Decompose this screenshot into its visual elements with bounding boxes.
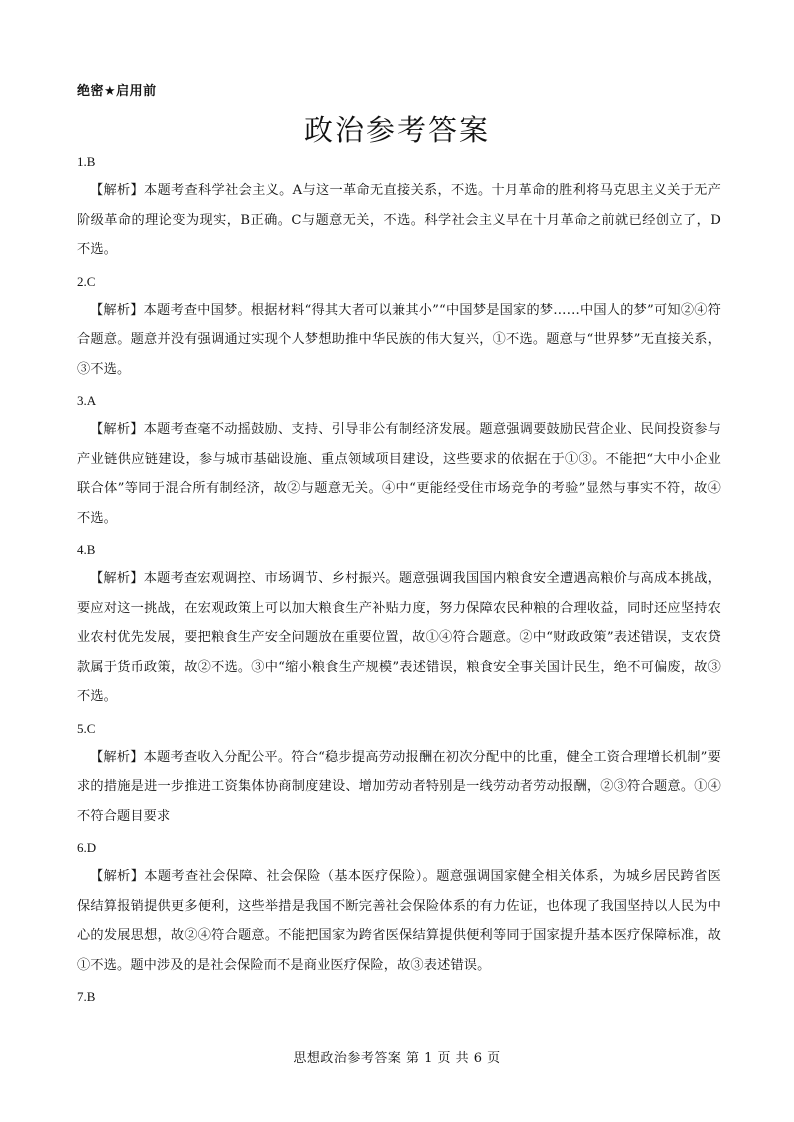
answer-key: 7.B bbox=[77, 989, 96, 1004]
confidential-label: 绝密★启用前 bbox=[77, 84, 157, 99]
analysis-text: 【解析】本题考查中国梦。根据材料“得其大者可以兼其小”“中国梦是国家的梦……中国人的梦”可知②④符合题意。题意并没有强调通过实现个人梦想助推中华民族的伟大复兴，①不选。题意与“世界梦”无直接关系，③不选。 bbox=[77, 302, 721, 377]
answer-key: 6.D bbox=[77, 840, 97, 855]
question-item-5 bbox=[77, 715, 721, 832]
answer-key: 4.B bbox=[77, 542, 96, 557]
page-footer: 思想政治参考答案 第 1 页 共 6 页 bbox=[293, 1051, 501, 1066]
answer-key: 5.C bbox=[77, 720, 96, 736]
analysis-text: 【解析】本题考查毫不动摇鼓励、支持、引导非公有制经济发展。题意强调要鼓励民营企业、民间投资参与产业链供应链建设，参与城市基础设施、重点领域项目建设，这些要求的依据在于①③。不能把“大中小企业联合体”等同于混合所有制经济，故②与题意无关。④中“更能经受住市场竞争的考验”显然与事实不符，故④不选。 bbox=[77, 422, 721, 526]
analysis-text: 【解析】本题考查收入分配公平。符合“稳步提高劳动报酬在初次分配中的比重，健全工资合理增长机制”要求的措施是进一步推进工资集体协商制度建设、增加劳动者特别是一线劳动者劳动报酬，②③符合题意。①④不符合题目要求 bbox=[77, 749, 721, 824]
analysis-text: 【解析】本题考查社会保障、社会保险（基本医疗保险）。题意强调国家健全相关体系，为城乡居民跨省医保结算报销提供更多便利，这些举措是我国不断完善社会保险体系的有力佐证，也体现了我国坚持以人民为中心的发展思想，故②④符合题意。不能把国家为跨省医保结算提供便利等同于国家提升基本医疗保障标准，故①不选。题中涉及的是社会保险而不是商业医疗保险，故③表述错误。 bbox=[77, 869, 721, 973]
question-item-2 bbox=[77, 268, 721, 385]
analysis-text: 【解析】本题考查科学社会主义。A与这一革命无直接关系，不选。十月革命的胜利将马克思主义关于无产阶级革命的理论变为现实，B正确。C与题意无关，不选。科学社会主义早在十月革命之前就已经创立了，D不选。 bbox=[77, 183, 721, 257]
question-item-1 bbox=[77, 148, 721, 265]
answer-key: 1.B bbox=[77, 154, 96, 169]
question-item-6 bbox=[77, 834, 721, 980]
page-title: 政治参考答案 bbox=[303, 113, 490, 147]
question-item-7 bbox=[77, 983, 721, 1011]
question-item-3 bbox=[77, 387, 721, 533]
answer-list bbox=[77, 148, 721, 1011]
answer-key: 2.C bbox=[77, 273, 96, 289]
analysis-text: 【解析】本题考查宏观调控、市场调节、乡村振兴。题意强调我国国内粮食安全遭遇高粮价与高成本挑战，要应对这一挑战，在宏观政策上可以加大粮食生产补贴力度，努力保障农民种粮的合理收益，同时还应坚持农业农村优先发展，要把粮食生产安全问题放在重要位置，故①④符合题意。②中“财政政策”表述错误，支农贷款属于货币政策，故②不选。③中“缩小粮食生产规模”表述错误，粮食安全事关国计民生，绝不可偏废，故③不选。 bbox=[77, 571, 721, 704]
answer-key: 3.A bbox=[77, 393, 97, 408]
question-item-4 bbox=[77, 536, 721, 712]
